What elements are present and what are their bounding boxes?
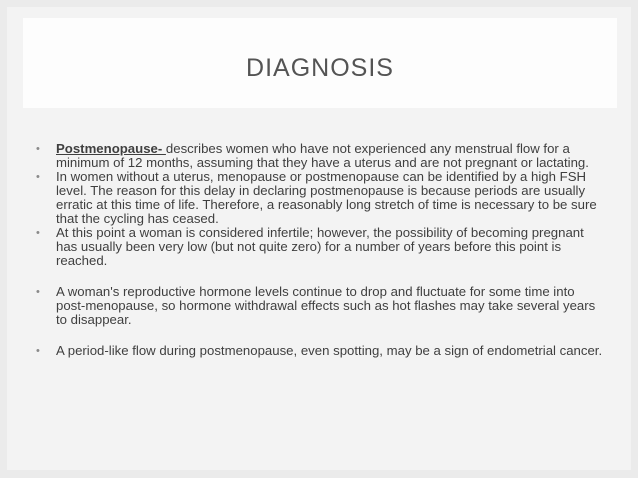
bullet-icon: • [36,143,40,155]
bullet-icon: • [36,345,40,357]
slide-title: DIAGNOSIS [246,53,394,82]
bullet-text: describes women who have not experienced any menstrual flow for a minimum of 12 months, assuming that they have a uterus and are not pregnant or lactating. [56,141,589,170]
term-postmenopause: Postmenopause- [56,141,166,156]
bullet-text: At this point a woman is considered infertile; however, the possibility of becoming pregnant has usually been very low (but not quite zero) for a number of years before this point is reached. [56,225,584,268]
bullet-text: In women without a uterus, menopause or postmenopause can be identified by a high FSH level. The reason for this delay in declaring postmenopause is because periods are usually erratic at this time of life. Therefore, a reasonably long stretch of time is necessary to be sure that the cycling has ceased. [56,169,597,226]
bullet-icon: • [36,171,40,183]
bullet-icon: • [36,227,40,239]
slide [7,7,631,470]
bullet-list [36,142,606,358]
title-box [23,18,617,108]
bullet-text: A woman's reproductive hormone levels continue to drop and fluctuate for some time into post-menopause, so hormone withdrawal effects such as hot flashes may take several years to disappear. [56,284,596,327]
bullet-text: A period-like flow during postmenopause, even spotting, may be a sign of endometrial cancer. [56,343,603,358]
bullet-item [36,344,606,358]
bullet-item [36,285,606,327]
bullet-item [36,226,606,268]
bullet-item [36,170,606,226]
bullet-item [36,142,606,170]
bullet-icon: • [36,286,40,298]
